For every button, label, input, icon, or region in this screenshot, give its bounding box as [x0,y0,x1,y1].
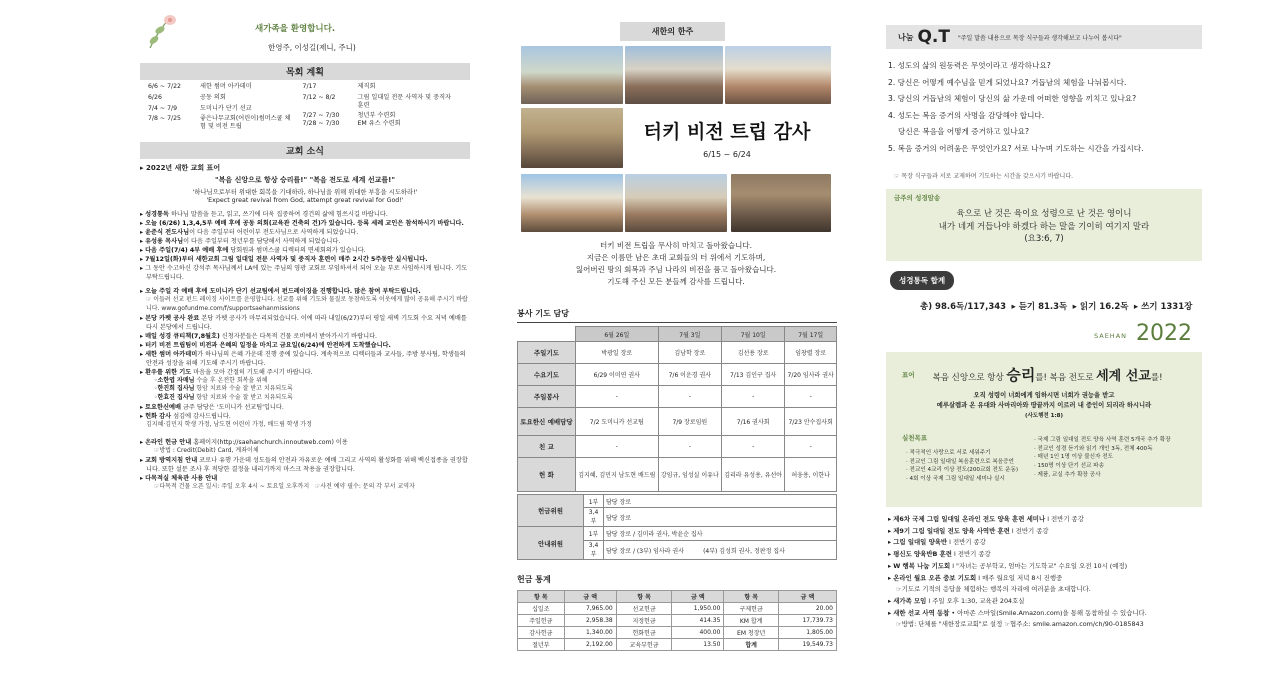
qt-note: ☞ 목장 식구들과 서로 교제하며 기도하는 시간을 갖으시기 바랍니다. [894,173,1074,180]
brand-label: SAEHAN [1094,332,1127,340]
year-label: 2022 [1136,321,1192,346]
news-list-3: ▸ 온라인 헌금 안내 홈페이지(http://saehanchurch.innoutweb.com) 이용 ☞방법 : Credit(Debit) Card, 계좌이체 ▸ 교회 방역지침 안내 코로나 유행 가운데 성도들의 안전과 자유로운 예배 그리고 사역의 활성화를 위해 백신접종을 권장합니다. 또한 설문 조사 후 적당한 결정을 내리기까지 마스크 착용을 권장합니다. ▸ 다목적실 체육관 사용 안내 ☞다목적 건물 오픈 일시: 주일 오후 4시 ~ 토요일 오후까지 ☞사전 예약 필수: 문의 각 부서 교역자 [140,438,468,490]
verse-box: 금주의 성경암송 육으로 난 것은 육이요 성령으로 난 것은 영이니 내가 네게 거듭나야 하겠다 하는 말을 기이히 여기지 말라 (요3:6, 7) [886,189,1202,261]
motto-en: 'Expect great revival from God, attempt great revival for God!' [206,197,404,204]
motto-kr: "복음 신앙으로 항상 승리를!" "복음 전도로 세계 선교를!" [214,176,396,184]
offering-header: 헌금 통계 [517,575,551,584]
right-column [880,0,1212,688]
trip-photo-5 [521,174,623,232]
news-header: 교회 소식 [140,142,470,159]
left-column [140,0,470,688]
qt-banner: 나눔 Q.T "주일 말씀 내용으로 목장 식구들과 생각해보고 나누어 봅시다" [886,25,1202,49]
trip-caption: 터키 비전 트립을 무사히 마치고 돌아왔습니다. 지금은 이름만 남은 초대 교회들의 터 위에서 기도하며, 잃어버린 땅의 회복과 주님 나라의 비전을 품고 돌아왔습니다. 기도해 주신 모든 분들께 감사를 드립니다. [575,241,777,286]
offering-table: 항 목 금 액 항 목 금 액 항 목 금 액 십일조 7,965.00 선교헌금 1,950.00 구제헌금 20.00 주일헌금 2,958.38 지정헌금 414.35 KM 합계 17,739.73 감사헌금 1,340.00 헌화헌금 400.00 EM 청장년 1,805.00 절년부 2,192.00 교육부헌금 13.50 합계 19,549.73 [517,590,837,651]
committee-table: 헌금위원 1부 담당 장로 3,4부 담당 장로 안내위원 1부 담당 장로 / 김미라 권사, 박윤순 집사 3,4부 담당 장로 / (3부) 임사라 권사 (4부) 김성희 권사, 정판정 집사 [517,494,837,560]
trip-photo-7 [731,174,831,232]
welcome-title: 새가족을 환영합니다. [255,24,336,34]
service-header: 봉사 기도 담당 [517,309,569,318]
bible-stats: 총) 98.6독/117,343 ▸ 듣기 81.3독 ▸ 읽기 16.2독 ▸ 쓰기 1331장 [920,302,1193,312]
flower-icon [146,12,178,50]
qt-questions: 1. 성도의 삶의 원동력은 무엇이라고 생각하나요? 2. 당신은 어떻게 예수님을 믿게 되었나요? 거듭남의 체험을 나눠봅시다. 3. 당신의 거듭남의 체험이 당신의 삶 가운데 어떠한 영향을 끼치고 있나요? 4. 성도는 복음 증거의 사명을 감당해야 합니다. 당신은 복음을 어떻게 증거하고 있나요? 5. 복음 증거의 어려움은 무엇인가요? 서로 나누며 기도하는 시간을 가집시다. [888,61,1144,153]
middle-column [505,0,840,688]
trip-title: 터키 비전 트립 감사 [643,121,811,143]
motto-sub: '하나님으로부터 위대한 회복을 기대하라, 하나님을 위해 위대한 부흥을 시도하라!' [192,189,418,196]
trip-header: 새한의 한주 [620,22,725,41]
trip-photo-6 [625,174,727,232]
news-list-2: ▸ 오늘 주일 각 예배 후에 도미니카 단기 선교팀에서 펀드레이징을 진행합니다. 많은 참여 부탁드립니다. ☞ 이들려 선교 펀드 레이징 사이트를 운영합니다. 선교를 위해 기도와 물질로 동참하도록 이웃에게 많이 공유해 주시기 바랍니다. www.gofundme.com/f/supportsaehanmissions ▸ 본당 카펫 공사 완료 본당 카펫 공사가 마무리되었습니다. 이에 따라 내일(6/27)부터 평일 새벽 기도회 수요 저녁 예배를 다시 본당에서 드립니다. ▸ 매일 성경 큐티책(7,8월호) 신청자분들은 다목적 건물 로비에서 받아가시기 바랍니다. ▸ 터키 비전 트립팀이 비전과 은혜의 일정을 마치고 금요일(6/24)에 안전하게 도착했습니다. ▸ 새한 썸머 아카데미가 하나님의 은혜 가운데 진행 중에 있습니다. 계속적으로 디렉터들과 교사들, 주방 봉사팀, 학생들의 안전과 성장을 위해 기도해 주시기 바랍니다. ▸ 환우를 위한 기도 마음을 모아 간절히 기도해 주시기 바랍니다. ◦소한엽 자매님 수술 후 온전한 회복을 위해 ◦한진희 집사님 항암 치료와 수술 잘 받고 치유되도록 ◦한효진 집사님 항암 치료와 수술 잘 받고 치유되도록 ▸ 토요한신예배 금주 담당은 '도미니카 선교팀'입니다. ▸ 헌화 감사 섬김에 감사드립니다. 김지혜·김민지 학생 가정, 남도현 어린이 가정, 배드림 학생 가정 [140,288,468,428]
schedule-left: 6/6 ~ 7/22 새한 썸머 아카데미 6/26 공동 의회 7/4 ~ 7/9 도미니카 단기 선교 7/8 ~ 7/25 좋은나무교회(어린이)썸머스쿨 체험 및 비전 트립 [148,83,291,131]
trip-photo-2 [625,46,723,104]
trip-photo-4 [521,108,623,168]
trip-photo-3 [725,46,831,104]
schedule-right: 7/17 제직회 7/12 ~ 8/2 그림 일대일 전문 사역자 및 중직자 훈련 7/27 ~ 7/30 청년부 수련회 7/28 ~ 7/30 EM 유스 수련회 [302,83,452,128]
motto-label: ▸ 2022년 새한 교회 표어 [140,164,221,172]
service-table: 6월 26일 7월 3일 7월 10일 7월 17일 주일기도 박광일 장로 김남학 장로 김선용 장로 임창렬 장로 수요기도 6/29 이미연 권사 7/6 이운경 권사 7/13 김인구 집사 7/20 임사라 권사 주일봉사 - - - - 토요한신 예배담당 7/2 도미니카 선교팀 7/9 장로임원 7/16 권사회 7/23 안수집사회 친 교 - - - - 헌 화 김지혜, 김민지 남도현 배드림 강임규, 임성실 이유나 김리라 유성용, 유선아 허웅용, 이한나 [517,326,837,492]
notice-list: ▸ 제6차 국제 그림 일대일 온라인 전도 양육 훈련 세미나 l 전반기 종강 ▸ 제9기 그림 일대일 전도 양육 사역반 훈련 l 전반기 종강 ▸ 그림 일대일 양육반 l 전반기 종강 ▸ 평신도 양육반B 훈련 l 전반기 종강 ▸ W 행복 나눔 기도회 l "자녀는 공부학교, 엄마는 기도학교" 수요일 오전 10시 (예정) ▸ 온라인 월요 오픈 중보 기도회 l 매주 월요일 저녁 8시 진행중 ☞기도로 기적의 응답을 체험하는 행복의 자리에 여러분을 초대합니다. ▸ 새가족 모임 l 주일 오후 1:30, 교육관 204호실 ▸ 새한 선교 사역 동참 • 아마존 스마일(Smile.Amazon.com)을 통해 동참하실 수 있습니다. ☞방법: 단체를 "새한장로교회"로 설정 ☞협주소: smile.amazon.com/ch/90-0185843 [888,515,1147,629]
welcome-names: 한영주, 이성길(제니, 주니) [268,43,356,52]
trip-photo-1 [521,46,623,104]
vision-box: 표어 복음 신앙으로 항상 승리를! 복음 전도로 세계 선교를! 오직 성령이 너희에게 임하시면 너희가 권능을 받고 예루살렘과 온 유대와 사마리아와 땅끝까지 이르러 내 증인이 되리라 하시니라 (사도행전 1:8) 실천목표 · 적극적인 사랑으로 서로 세워주기 · 전교인 그림 일대일 복음훈련으로 복음증언 · 전교인 4교리 이상 전도(200교회 전도 운동) · 4회 이상 국제 그림 일대일 세미나 실시 · 국제 그림 일대일 전도 양육 사역 훈련 5개국 추가 확장 · 전교인 성경 듣기와 읽기 개인 3독, 전체 400독 · 매년 1인 1명 이상 불신자 전도 · 150명 이상 단기 선교 파송 · 제품, 교실 추가 확장 공사 [886,352,1202,507]
schedule-header: 목회 계획 [140,63,470,80]
trip-dates: 6/15 ~ 6/24 [703,150,751,159]
bible-label: 성경통독 합계 [890,271,954,290]
news-list-1: ▸ 성경통독 하나님 말씀을 듣고, 읽고, 쓰기에 더욱 집중하여 경건의 삶에 힘쓰시길 바랍니다. ▸ 오늘 (6/26) 1,3,4,5부 예배 후에 공동 의회(교육관 건축의 건)가 있습니다. 등록 세례 교인은 참석하시기 바랍니다. ▸ 윤준식 전도사님이 다음 주일부터 어린이부 전도사님으로 사역하게 되었습니다. ▸ 유성용 목사님이 다음 주일부터 청년부를 담당해서 사역하게 되었습니다. ▸ 다음 주일(7/4) 4부 예배 후에 당회원과 썸머스쿨 디렉터의 면세회의가 있습니다. ▸ 7월12일(화)부터 새한교회 그림 일대일 전문 사역자 및 중직자 훈련이 매주 2시간 5주동안 실시됩니다. ▸ 그 동안 수고하신 강석주 목사님께서 LA에 있는 주님의 영광 교회로 부임하셔서 되어 오늘 부로 사임하시게 됩니다. 기도 부탁드립니다. [140,211,468,281]
